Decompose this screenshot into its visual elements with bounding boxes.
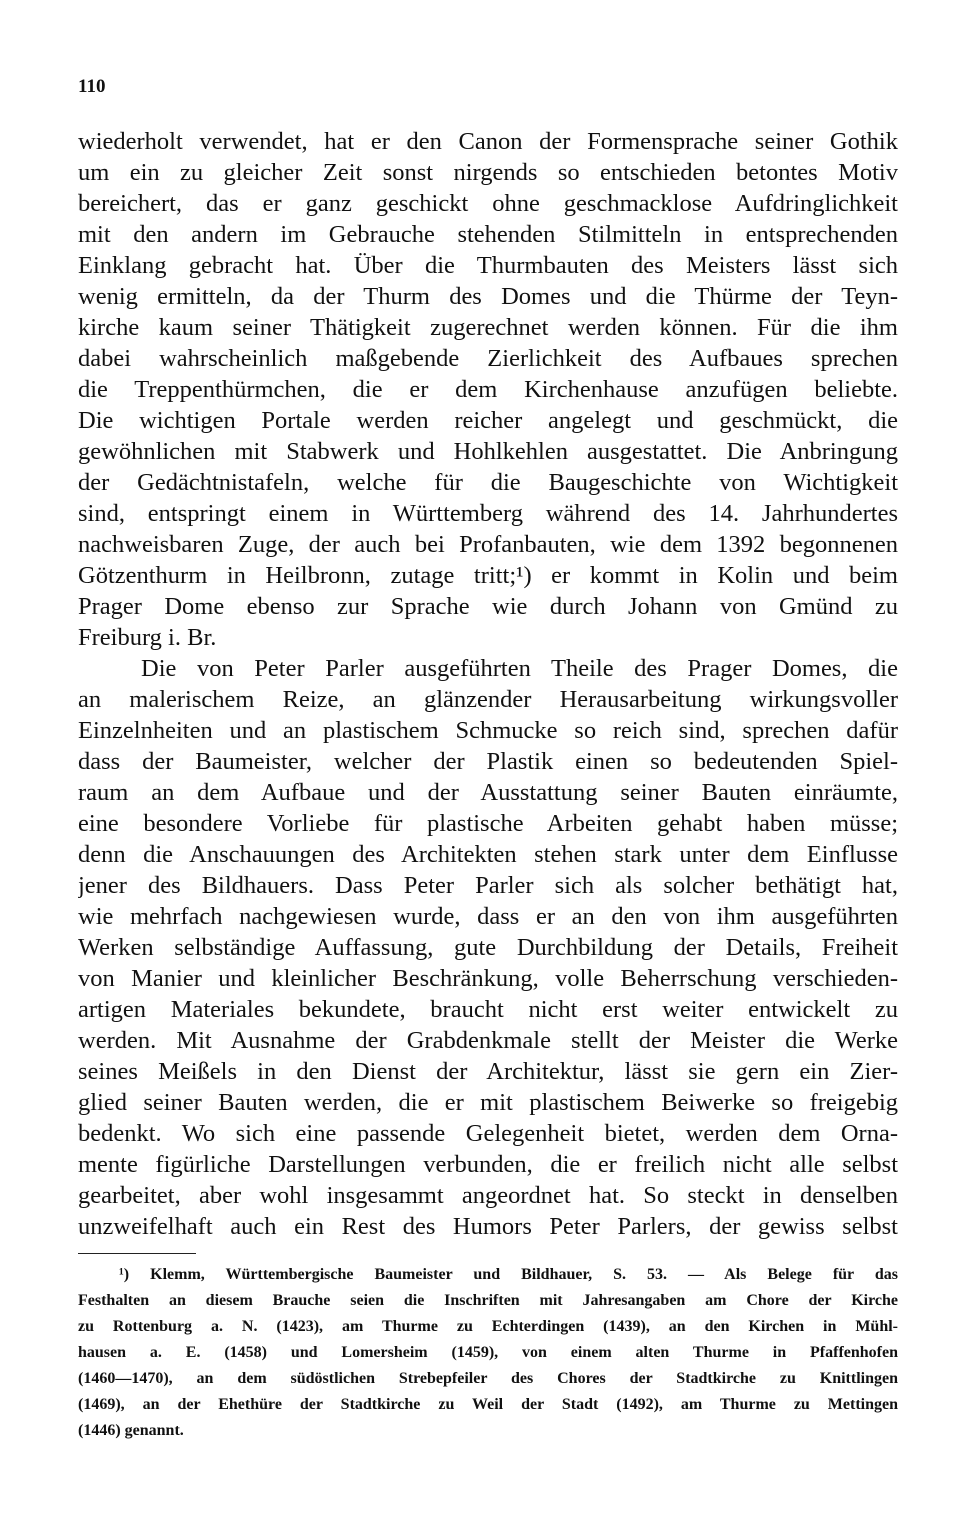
text-line: Einklang gebracht hat. Über die Thurmbauten des Meisters lässt sich [78, 252, 898, 279]
text-line: mit den andern im Gebrauche stehenden Stilmitteln in entsprechenden [78, 221, 898, 248]
text-line: eine besondere Vorliebe für plastische Arbeiten gehabt haben müsse; [78, 810, 898, 837]
text-line: dass der Baumeister, welcher der Plastik einen so bedeutenden Spiel- [78, 748, 898, 775]
footnote-line: (1446) genannt. [78, 1422, 184, 1439]
text-line: mente figürliche Darstellungen verbunden, die er freilich nicht alle selbst [78, 1151, 898, 1178]
footnotes [78, 1262, 898, 1444]
text-line: gearbeitet, aber wohl insgesammt angeordnet hat. So steckt in denselben [78, 1182, 898, 1209]
text-line: sind, entspringt einem in Württemberg während des 14. Jahrhundertes [78, 500, 898, 527]
text-line: kirche kaum seiner Thätigkeit zugerechnet werden können. Für die ihm [78, 314, 898, 341]
paragraph-start-line: Die von Peter Parler ausgeführten Theile des Prager Domes, die [141, 655, 898, 682]
text-line: an malerischem Reize, an glänzender Herausarbeitung wirkungsvoller [78, 686, 898, 713]
text-line: nachweisbaren Zuge, der auch bei Profanbauten, wie dem 1392 begonnenen [78, 531, 898, 558]
text-line: Götzenthurm in Heilbronn, zutage tritt;¹) er kommt in Kolin und beim [78, 562, 898, 589]
paragraph-end-line: Freiburg i. Br. [78, 624, 217, 651]
text-line: gewöhnlichen mit Stabwerk und Hohlkehlen ausgestattet. Die Anbringung [78, 438, 898, 465]
text-line: denn die Anschauungen des Architekten stehen stark unter dem Einflusse [78, 841, 898, 868]
text-line: wiederholt verwendet, hat er den Canon der Formensprache seiner Gothik [78, 128, 898, 155]
footnote-line: ¹) Klemm, Württembergische Baumeister und Bildhauer, S. 53. — Als Belege für das [119, 1266, 898, 1283]
text-line: glied seiner Bauten werden, die er mit plastischem Beiwerke so freigebig [78, 1089, 898, 1116]
footnote-line: (1460—1470), an dem südöstlichen Strebepfeiler des Chores der Stadtkirche zu Knittlingen [78, 1370, 898, 1387]
text-line: Einzelnheiten und an plastischem Schmucke so reich sind, sprechen dafür [78, 717, 898, 744]
text-line: unzweifelhaft auch ein Rest des Humors Peter Parlers, der gewiss selbst [78, 1213, 898, 1240]
text-line: Die wichtigen Portale werden reicher angelegt und geschmückt, die [78, 407, 898, 434]
text-line: von Manier und kleinlicher Beschränkung, volle Beherrschung verschieden- [78, 965, 898, 992]
text-line: Werken selbständige Auffassung, gute Durchbildung der Details, Freiheit [78, 934, 898, 961]
text-line: bereichert, das er ganz geschickt ohne geschmacklose Aufdringlichkeit [78, 190, 898, 217]
text-line: dabei wahrscheinlich maßgebende Zierlichkeit des Aufbaues sprechen [78, 345, 898, 372]
footnote-line: Festhalten an diesem Brauche seien die Inschriften mit Jahresangaben am Chore der Kirche [78, 1292, 898, 1309]
text-line: werden. Mit Ausnahme der Grabdenkmale stellt der Meister die Werke [78, 1027, 898, 1054]
text-line: bedenkt. Wo sich eine passende Gelegenheit bietet, werden dem Orna- [78, 1120, 898, 1147]
text-line: um ein zu gleicher Zeit sonst nirgends so entschieden betontes Motiv [78, 159, 898, 186]
page-number: 110 [78, 76, 106, 97]
text-line: raum an dem Aufbaue und der Ausstattung seiner Bauten einräumte, [78, 779, 898, 806]
text-line: jener des Bildhauers. Dass Peter Parler sich als solcher bethätigt hat, [78, 872, 898, 899]
footnote-line: hausen a. E. (1458) und Lomersheim (1459), von einem alten Thurme in Pfaffenhofen [78, 1344, 898, 1361]
footnote-divider [78, 1253, 196, 1254]
text-line: wenig ermitteln, da der Thurm des Domes und die Thürme der Teyn- [78, 283, 898, 310]
text-line: Prager Dome ebenso zur Sprache wie durch Johann von Gmünd zu [78, 593, 898, 620]
text-line: artigen Materiales bekundete, braucht nicht erst weiter entwickelt zu [78, 996, 898, 1023]
text-line: seines Meißels in den Dienst der Architektur, lässt sie gern ein Zier- [78, 1058, 898, 1085]
body-text [78, 126, 898, 1242]
text-line: der Gedächtnistafeln, welche für die Baugeschichte von Wichtigkeit [78, 469, 898, 496]
text-line: wie mehrfach nachgewiesen wurde, dass er an den von ihm ausgeführten [78, 903, 898, 930]
footnote-line: (1469), an der Ehethüre der Stadtkirche zu Weil der Stadt (1492), am Thurme zu Mettingen [78, 1396, 898, 1413]
footnote-line: zu Rottenburg a. N. (1423), am Thurme zu Echterdingen (1439), an den Kirchen in Mühl- [78, 1318, 898, 1335]
text-line: die Treppenthürmchen, die er dem Kirchenhause anzufügen beliebte. [78, 376, 898, 403]
